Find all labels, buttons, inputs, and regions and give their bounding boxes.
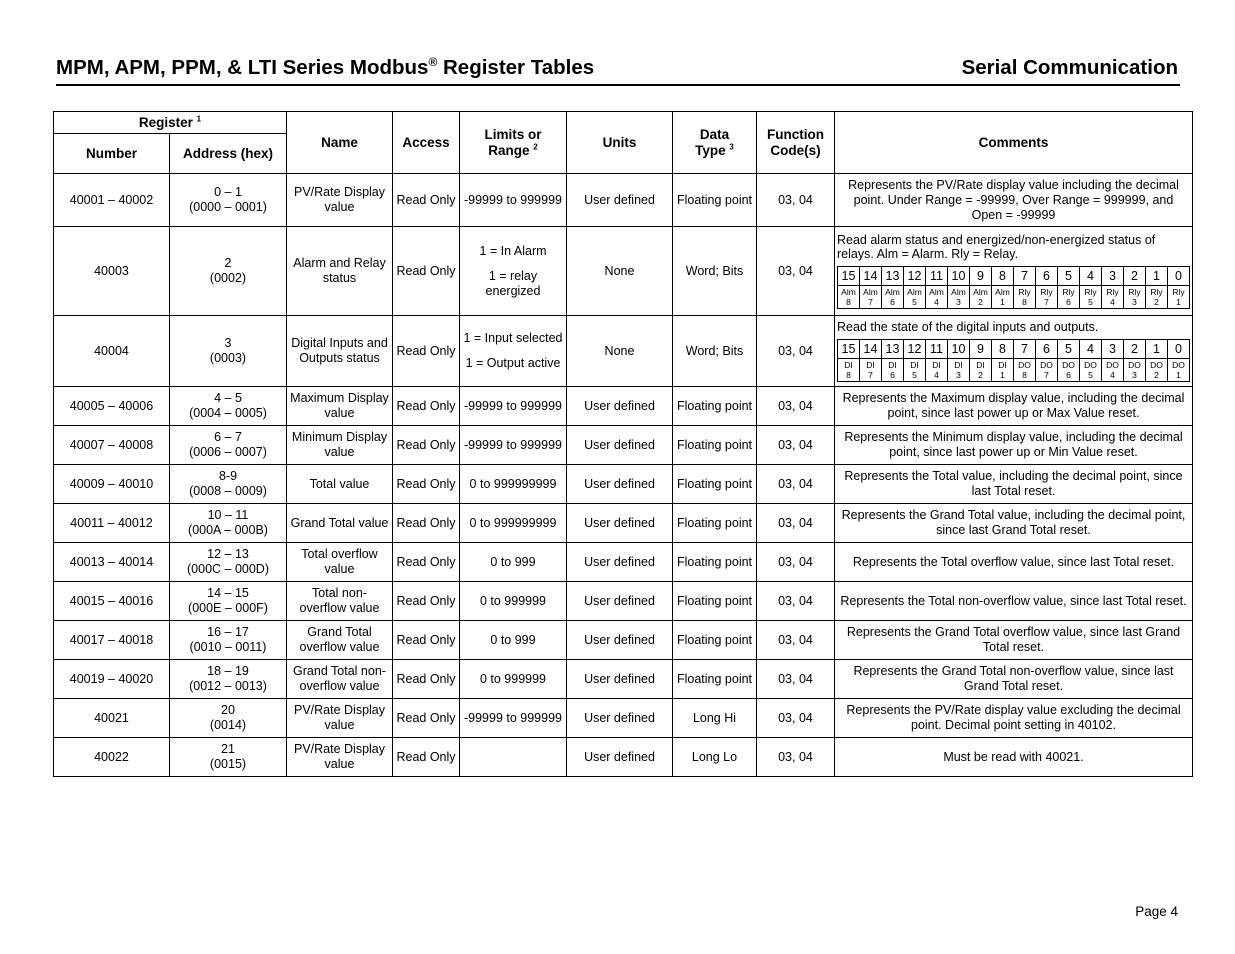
register-address: 14 – 15 (000E – 000F) — [170, 582, 287, 621]
bit-number: 8 — [992, 267, 1014, 286]
bit-number: 2 — [1124, 340, 1146, 359]
register-type: Floating point — [673, 621, 757, 660]
bit-label-index: 7 — [868, 370, 873, 380]
bit-label — [1168, 286, 1190, 309]
bit-label-type: Rly — [1172, 287, 1185, 297]
register-address: 4 – 5 (0004 – 0005) — [170, 387, 287, 426]
bit-number: 5 — [1058, 267, 1080, 286]
register-address: 2 (0002) — [170, 227, 287, 316]
bit-number: 7 — [1014, 340, 1036, 359]
register-comment — [835, 227, 1193, 316]
bit-label — [1080, 286, 1102, 309]
bit-label-type: Alm — [885, 287, 900, 297]
bit-label-index: 8 — [1022, 297, 1027, 307]
bit-label — [838, 286, 860, 309]
bit-label-type: DO — [1018, 360, 1031, 370]
register-comment: Represents the Maximum display value, including the decimal point, since last power up or Max Value reset. — [835, 387, 1193, 426]
bit-number: 4 — [1080, 267, 1102, 286]
bit-label — [838, 359, 860, 382]
section-title: Serial Communication — [961, 56, 1178, 79]
register-comment: Represents the Grand Total non-overflow value, since last Grand Total reset. — [835, 660, 1193, 699]
register-units: User defined — [567, 660, 673, 699]
bit-label-type: Rly — [1018, 287, 1031, 297]
register-type: Long Lo — [673, 738, 757, 777]
table-row — [54, 699, 1193, 738]
register-access: Read Only — [393, 227, 460, 316]
bit-label-index: 6 — [890, 370, 895, 380]
bit-label — [1036, 359, 1058, 382]
register-type: Long Hi — [673, 699, 757, 738]
register-access: Read Only — [393, 621, 460, 660]
bit-number: 9 — [970, 340, 992, 359]
register-name: Grand Total non-overflow value — [287, 660, 393, 699]
register-name: PV/Rate Display value — [287, 699, 393, 738]
register-limits: -99999 to 999999 — [460, 699, 567, 738]
bit-label-index: 8 — [846, 370, 851, 380]
register-units: User defined — [567, 582, 673, 621]
bit-label — [926, 286, 948, 309]
bit-label-index: 7 — [1044, 297, 1049, 307]
register-name: Total non-overflow value — [287, 582, 393, 621]
table-row — [54, 426, 1193, 465]
bit-number: 15 — [838, 267, 860, 286]
register-name: Total overflow value — [287, 543, 393, 582]
bit-label-type: Rly — [1040, 287, 1053, 297]
bit-number: 15 — [838, 340, 860, 359]
table-row — [54, 387, 1193, 426]
bit-number: 13 — [882, 340, 904, 359]
bit-label-index: 8 — [846, 297, 851, 307]
register-address: 21 (0015) — [170, 738, 287, 777]
register-units: User defined — [567, 738, 673, 777]
bit-description: Read alarm status and energized/non-energized status of relays. Alm = Alarm. Rly = Relay. — [837, 233, 1156, 261]
bit-label — [1168, 359, 1190, 382]
bit-label — [1014, 359, 1036, 382]
bit-label-type: Alm — [929, 287, 944, 297]
register-function: 03, 04 — [757, 699, 835, 738]
register-access: Read Only — [393, 699, 460, 738]
table-row — [54, 174, 1193, 227]
bit-label — [948, 359, 970, 382]
bit-label-index: 1 — [1000, 297, 1005, 307]
bit-label-index: 3 — [956, 297, 961, 307]
register-name: Digital Inputs and Outputs status — [287, 316, 393, 387]
register-units: User defined — [567, 465, 673, 504]
bit-label — [992, 359, 1014, 382]
bit-label-index: 5 — [912, 370, 917, 380]
register-limits: -99999 to 999999 — [460, 387, 567, 426]
bit-label-index: 4 — [934, 297, 939, 307]
register-number: 40001 – 40002 — [54, 174, 170, 227]
bit-label-type: Rly — [1106, 287, 1119, 297]
bit-number: 10 — [948, 340, 970, 359]
table-row — [54, 543, 1193, 582]
register-number: 40011 – 40012 — [54, 504, 170, 543]
bit-label — [992, 286, 1014, 309]
bit-label-type: Rly — [1084, 287, 1097, 297]
bit-label-index: 5 — [1088, 297, 1093, 307]
register-units: User defined — [567, 174, 673, 227]
bit-label-type: Rly — [1128, 287, 1141, 297]
bit-label — [1124, 286, 1146, 309]
register-units: User defined — [567, 504, 673, 543]
bit-label-type: Alm — [951, 287, 966, 297]
register-type: Floating point — [673, 504, 757, 543]
bit-label-index: 3 — [956, 370, 961, 380]
bit-label-index: 4 — [934, 370, 939, 380]
register-type: Word; Bits — [673, 316, 757, 387]
document-title: MPM, APM, PPM, & LTI Series Modbus® Register Tables — [56, 55, 595, 79]
bit-number: 7 — [1014, 267, 1036, 286]
register-address: 8-9 (0008 – 0009) — [170, 465, 287, 504]
bit-number: 11 — [926, 267, 948, 286]
register-address: 6 – 7 (0006 – 0007) — [170, 426, 287, 465]
bit-label — [860, 286, 882, 309]
bit-label — [970, 359, 992, 382]
register-units: User defined — [567, 387, 673, 426]
bit-label-type: Alm — [907, 287, 922, 297]
bit-label-index: 2 — [978, 297, 983, 307]
register-function: 03, 04 — [757, 227, 835, 316]
register-address: 20 (0014) — [170, 699, 287, 738]
bit-label — [1036, 286, 1058, 309]
bit-label-type: DO — [1106, 360, 1119, 370]
bit-number: 11 — [926, 340, 948, 359]
register-type: Floating point — [673, 660, 757, 699]
register-name: Minimum Display value — [287, 426, 393, 465]
register-name: Grand Total overflow value — [287, 621, 393, 660]
bit-number: 6 — [1036, 267, 1058, 286]
datatype-header: Data Type $^3$ — [673, 112, 757, 174]
register-number: 40015 – 40016 — [54, 582, 170, 621]
bit-label — [948, 286, 970, 309]
register-comment: Represents the Minimum display value, including the decimal point, since last power up or Min Value reset. — [835, 426, 1193, 465]
register-comment: Must be read with 40021. — [835, 738, 1193, 777]
register-units: User defined — [567, 621, 673, 660]
register-units: None — [567, 316, 673, 387]
register-comment: Represents the PV/Rate display value including the decimal point. Under Range = -99999, Over Range = 999999, and Open = -99999 — [835, 174, 1193, 227]
bit-label-index: 6 — [1066, 370, 1071, 380]
bit-label-type: DI — [866, 360, 875, 370]
register-function: 03, 04 — [757, 543, 835, 582]
bit-label — [904, 286, 926, 309]
register-address: 10 – 11 (000A – 000B) — [170, 504, 287, 543]
bit-label-index: 2 — [1154, 297, 1159, 307]
alarm-relay-bit-map — [837, 266, 1190, 309]
bit-label — [1124, 359, 1146, 382]
bit-label-type: DO — [1040, 360, 1053, 370]
bit-number: 10 — [948, 267, 970, 286]
register-access: Read Only — [393, 426, 460, 465]
bit-label-index: 1 — [1000, 370, 1005, 380]
bit-number: 0 — [1168, 340, 1190, 359]
bit-label — [904, 359, 926, 382]
table-row — [54, 621, 1193, 660]
bit-label-type: DI — [998, 360, 1007, 370]
register-function: 03, 04 — [757, 465, 835, 504]
register-type: Floating point — [673, 465, 757, 504]
register-address: 16 – 17 (0010 – 0011) — [170, 621, 287, 660]
register-limits: 0 to 999999 — [460, 582, 567, 621]
register-function: 03, 04 — [757, 426, 835, 465]
register-name: PV/Rate Display value — [287, 174, 393, 227]
bit-label-type: DO — [1150, 360, 1163, 370]
register-comment: Represents the Grand Total value, including the decimal point, since last Grand Total reset. — [835, 504, 1193, 543]
bit-label — [1058, 286, 1080, 309]
register-limits: 1 = In Alarm 1 = relay energized — [460, 227, 567, 316]
bit-number: 12 — [904, 267, 926, 286]
register-access: Read Only — [393, 174, 460, 227]
register-address: 18 – 19 (0012 – 0013) — [170, 660, 287, 699]
bit-label-index: 4 — [1110, 297, 1115, 307]
bit-label-index: 2 — [1154, 370, 1159, 380]
bit-label — [926, 359, 948, 382]
register-function: 03, 04 — [757, 387, 835, 426]
table-row — [54, 316, 1193, 387]
bit-label-index: 3 — [1132, 370, 1137, 380]
register-number: 40013 – 40014 — [54, 543, 170, 582]
number-header: Number — [54, 134, 170, 174]
register-type: Floating point — [673, 543, 757, 582]
bit-number: 3 — [1102, 340, 1124, 359]
bit-number: 13 — [882, 267, 904, 286]
register-function: 03, 04 — [757, 738, 835, 777]
register-name: Alarm and Relay status — [287, 227, 393, 316]
bit-label-type: Rly — [1062, 287, 1075, 297]
bit-number: 0 — [1168, 267, 1190, 286]
bit-label-index: 4 — [1110, 370, 1115, 380]
register-limits: 0 to 999999 — [460, 660, 567, 699]
register-number: 40017 – 40018 — [54, 621, 170, 660]
table-row — [54, 504, 1193, 543]
bit-label — [1102, 286, 1124, 309]
bit-label — [1146, 359, 1168, 382]
register-limits — [460, 738, 567, 777]
bit-label-type: Alm — [863, 287, 878, 297]
units-header: Units — [567, 112, 673, 174]
bit-label — [882, 286, 904, 309]
register-name: Maximum Display value — [287, 387, 393, 426]
register-type: Word; Bits — [673, 227, 757, 316]
bit-label — [1102, 359, 1124, 382]
register-number: 40004 — [54, 316, 170, 387]
register-number: 40003 — [54, 227, 170, 316]
register-number: 40005 – 40006 — [54, 387, 170, 426]
bit-label-type: DO — [1062, 360, 1075, 370]
bit-label — [860, 359, 882, 382]
bit-label-index: 1 — [1176, 370, 1181, 380]
bit-number: 1 — [1146, 267, 1168, 286]
access-header: Access — [393, 112, 460, 174]
bit-label-index: 3 — [1132, 297, 1137, 307]
page-number: Page 4 — [1135, 904, 1178, 919]
register-comment: Represents the PV/Rate display value excluding the decimal point. Decimal point setting in 40102. — [835, 699, 1193, 738]
name-header: Name — [287, 112, 393, 174]
bit-label-type: Alm — [995, 287, 1010, 297]
bit-label-type: DI — [910, 360, 919, 370]
table-row — [54, 660, 1193, 699]
page-header — [56, 54, 1180, 86]
register-number: 40019 – 40020 — [54, 660, 170, 699]
bit-description: Read the state of the digital inputs and outputs. — [837, 320, 1099, 334]
bit-label-type: Alm — [973, 287, 988, 297]
register-units: User defined — [567, 699, 673, 738]
table-row — [54, 582, 1193, 621]
register-access: Read Only — [393, 387, 460, 426]
table-row — [54, 465, 1193, 504]
bit-label — [1080, 359, 1102, 382]
register-address: 0 – 1 (0000 – 0001) — [170, 174, 287, 227]
register-units: User defined — [567, 543, 673, 582]
bit-label — [970, 286, 992, 309]
bit-label-type: DI — [954, 360, 963, 370]
register-function: 03, 04 — [757, 582, 835, 621]
bit-label — [1146, 286, 1168, 309]
register-access: Read Only — [393, 465, 460, 504]
register-function: 03, 04 — [757, 316, 835, 387]
register-address: 12 – 13 (000C – 000D) — [170, 543, 287, 582]
bit-label-index: 5 — [912, 297, 917, 307]
register-access: Read Only — [393, 316, 460, 387]
register-number: 40009 – 40010 — [54, 465, 170, 504]
register-access: Read Only — [393, 738, 460, 777]
function-header: Function Code(s) — [757, 112, 835, 174]
bit-number: 8 — [992, 340, 1014, 359]
bit-label-type: DI — [888, 360, 897, 370]
bit-label-index: 7 — [868, 297, 873, 307]
register-comment: Represents the Grand Total overflow value, since last Grand Total reset. — [835, 621, 1193, 660]
table-row — [54, 227, 1193, 316]
bit-label-type: DO — [1172, 360, 1185, 370]
bit-number: 14 — [860, 340, 882, 359]
register-name: Total value — [287, 465, 393, 504]
register-access: Read Only — [393, 504, 460, 543]
bit-label-index: 8 — [1022, 370, 1027, 380]
bit-label-index: 2 — [978, 370, 983, 380]
bit-label-type: DO — [1128, 360, 1141, 370]
register-type: Floating point — [673, 387, 757, 426]
bit-label-index: 1 — [1176, 297, 1181, 307]
bit-label-type: DO — [1084, 360, 1097, 370]
bit-number: 6 — [1036, 340, 1058, 359]
register-function: 03, 04 — [757, 660, 835, 699]
bit-number: 9 — [970, 267, 992, 286]
comments-header: Comments — [835, 112, 1193, 174]
register-limits: 0 to 999 — [460, 543, 567, 582]
register-limits: 0 to 999 — [460, 621, 567, 660]
register-number: 40021 — [54, 699, 170, 738]
register-limits: -99999 to 999999 — [460, 174, 567, 227]
table-row — [54, 738, 1193, 777]
register-comment: Represents the Total overflow value, since last Total reset. — [835, 543, 1193, 582]
address-header: Address (hex) — [170, 134, 287, 174]
bit-label-type: DI — [844, 360, 853, 370]
bit-label-index: 6 — [890, 297, 895, 307]
register-address: 3 (0003) — [170, 316, 287, 387]
register-header: Register $^1$ — [54, 112, 287, 134]
register-access: Read Only — [393, 660, 460, 699]
bit-label-type: DI — [932, 360, 941, 370]
limits-header: Limits or Range $^2$ — [460, 112, 567, 174]
bit-number: 5 — [1058, 340, 1080, 359]
bit-number: 1 — [1146, 340, 1168, 359]
register-comment: Represents the Total value, including the decimal point, since last Total reset. — [835, 465, 1193, 504]
register-units: User defined — [567, 426, 673, 465]
bit-label-index: 6 — [1066, 297, 1071, 307]
register-access: Read Only — [393, 543, 460, 582]
register-limits: -99999 to 999999 — [460, 426, 567, 465]
register-limits: 0 to 999999999 — [460, 504, 567, 543]
bit-label-type: DI — [976, 360, 985, 370]
register-number: 40022 — [54, 738, 170, 777]
register-type: Floating point — [673, 174, 757, 227]
register-access: Read Only — [393, 582, 460, 621]
bit-label — [1058, 359, 1080, 382]
register-comment — [835, 316, 1193, 387]
register-limits: 0 to 999999999 — [460, 465, 567, 504]
bit-label-type: Alm — [841, 287, 856, 297]
bit-number: 14 — [860, 267, 882, 286]
register-units: None — [567, 227, 673, 316]
register-number: 40007 – 40008 — [54, 426, 170, 465]
register-name: Grand Total value — [287, 504, 393, 543]
register-function: 03, 04 — [757, 174, 835, 227]
register-table — [53, 111, 1193, 777]
register-limits: 1 = Input selected 1 = Output active — [460, 316, 567, 387]
bit-number: 4 — [1080, 340, 1102, 359]
register-function: 03, 04 — [757, 621, 835, 660]
register-type: Floating point — [673, 582, 757, 621]
register-comment: Represents the Total non-overflow value, since last Total reset. — [835, 582, 1193, 621]
bit-label — [1014, 286, 1036, 309]
register-function: 03, 04 — [757, 504, 835, 543]
io-bit-map — [837, 339, 1190, 382]
bit-label — [882, 359, 904, 382]
register-name: PV/Rate Display value — [287, 738, 393, 777]
register-type: Floating point — [673, 426, 757, 465]
bit-label-index: 7 — [1044, 370, 1049, 380]
bit-number: 12 — [904, 340, 926, 359]
bit-label-index: 5 — [1088, 370, 1093, 380]
bit-number: 2 — [1124, 267, 1146, 286]
bit-number: 3 — [1102, 267, 1124, 286]
bit-label-type: Rly — [1150, 287, 1163, 297]
